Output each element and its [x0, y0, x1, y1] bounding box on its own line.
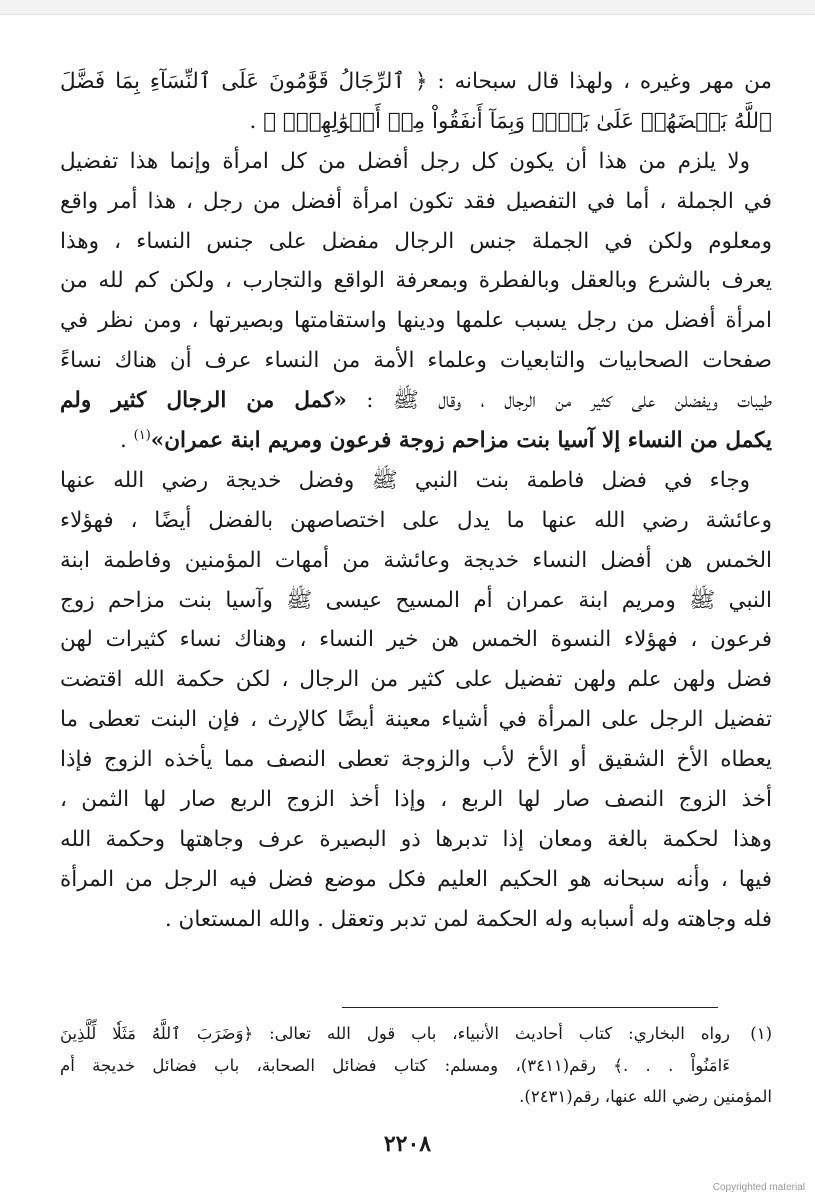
body-line-5: ومعلوم ولكن في الجملة جنس الرجال مفضل على جنس النساء ، وهذا: [60, 228, 772, 254]
footnote-reference[interactable]: (١): [133, 427, 151, 443]
footnotes: [60, 1018, 772, 1113]
hadith-quote-end: يكمل من النساء إلا آسيا بنت مزاحم زوجة فرعون ومريم ابنة عمران»: [150, 428, 772, 454]
copyright-notice: Copyrighted material: [712, 1182, 805, 1193]
hadith-quote-start: «كمل من الرجال كثير ولم: [60, 388, 347, 414]
body-line-17: تفضيل الرجل على المرأة في أشياء معينة أيضًا كالإرث ، فإن البنت تعطى ما: [60, 707, 772, 733]
body-line-4: في الجملة ، أما في التفصيل فقد تكون امرأة أفضل من رجل ، هذا أمر واقع: [60, 188, 772, 214]
footnote-separator: [342, 1007, 718, 1008]
body-line-21: فيها ، وأنه سبحانه هو الحكيم العليم فكل موضع فضل فيه الرجل من المرأة: [60, 866, 772, 892]
body-line-22: فله وجاهته وله أسبابه وله الحكمة لمن تدبر وتعقل . والله المستعان .: [164, 906, 772, 932]
body-line-9: [60, 381, 772, 421]
body-line-2: ٱللَّهُ بَعۡضَهُمۡ عَلَىٰ بَعۡضٖ وَبِمَآ أَنفَقُواْ مِنۡ أَمۡوَٰلِهِمۡۚ ﴾ .: [249, 108, 772, 134]
body-line-19: أخذ الزوج النصف صار لها الربع ، وإذا أخذ الزوج الربع صار لها الثمن ،: [60, 787, 772, 813]
page-number: ٢٢٠٨: [383, 1131, 432, 1157]
body-line-20: وهذا لحكمة بالغة ومعان إذا تدبرها ذو البصيرة عرف وجاهتها وحكمة الله: [60, 826, 772, 852]
body-line-8: صفحات الصحابيات والتابعيات وعلماء الأمة من النساء عرف أن هناك نساءً: [60, 348, 772, 374]
footnote-number: (١): [750, 1024, 772, 1043]
body-line-7: امرأة أفضل من رجل يسبب علمها ودينها واستقامتها وبصيرتها ، ومن نظر في: [60, 308, 772, 334]
footnote-line-3: المؤمنين رضي الله عنها، رقم(٢٤٣١).: [519, 1087, 772, 1106]
footnote-line-2: ءَامَنُواْ . . .﴾ رقم(٣٤١١)، ومسلم: كتاب فضائل الصحابة، باب فضائل خديجة أم: [60, 1055, 730, 1075]
body-line-18: يعطاه الأخ الشقيق أو الأخ لأب والزوجة تعطى النصف مما يأخذه الزوج فإذا: [60, 747, 772, 773]
body-line-15: فرعون ، فهؤلاء النسوة الخمس هن خير النساء ، وهناك نساء كثيرات لهن: [60, 627, 772, 653]
body-line-3: ولا يلزم من هذا أن يكون كل رجل أفضل من كل امرأة وإنما هذا تفضيل: [60, 148, 750, 174]
body-line-12: وعائشة رضي الله عنها ما يدل على اختصاصهن بالفضل أيضًا ، فهؤلاء: [60, 507, 772, 533]
body-line-6: يعرف بالشرع وبالعقل وبالفطرة وبمعرفة الواقع والتجارب ، ولكن كم لله من: [60, 268, 772, 294]
body-line-13: الخمس هن أفضل النساء خديجة وعائشة من أمهات المؤمنين وفاطمة ابنة: [60, 547, 772, 573]
body-line-10-end: .: [119, 428, 134, 454]
body-line-16: فضل ولهن علم ولهن تفضيل على كثير من الرجال ، لكن حكمة الله اقتضت: [60, 667, 772, 693]
body-line-14: النبي ﷺ ومريم ابنة عمران أم المسيح عيسى ﷺ وآسيا بنت مزاحم زوج: [60, 587, 772, 613]
footnote-line-1: رواه البخاري: كتاب أحاديث الأنبياء، باب قول الله تعالى: ﴿وَضَرَبَ ٱللَّهُ مَثَلٗا لِّلَّذِينَ: [60, 1024, 730, 1043]
page-body: [60, 62, 772, 940]
body-line-1: من مهر وغيره ، ولهذا قال سبحانه : ﴿ ٱلرِّجَالُ قَوَّٰمُونَ عَلَى ٱلنِّسَآءِ بِمَا فَضَّلَ: [60, 69, 772, 94]
body-line-11: وجاء في فضل فاطمة بنت النبي ﷺ وفضل خديجة رضي الله عنها: [60, 467, 750, 493]
top-edge-strip: [0, 0, 815, 15]
body-line-9-prefix: طيبات ويفضلن على كثير من الرجال ، وقال ﷺ :: [346, 388, 772, 414]
body-line-10: [60, 421, 772, 461]
